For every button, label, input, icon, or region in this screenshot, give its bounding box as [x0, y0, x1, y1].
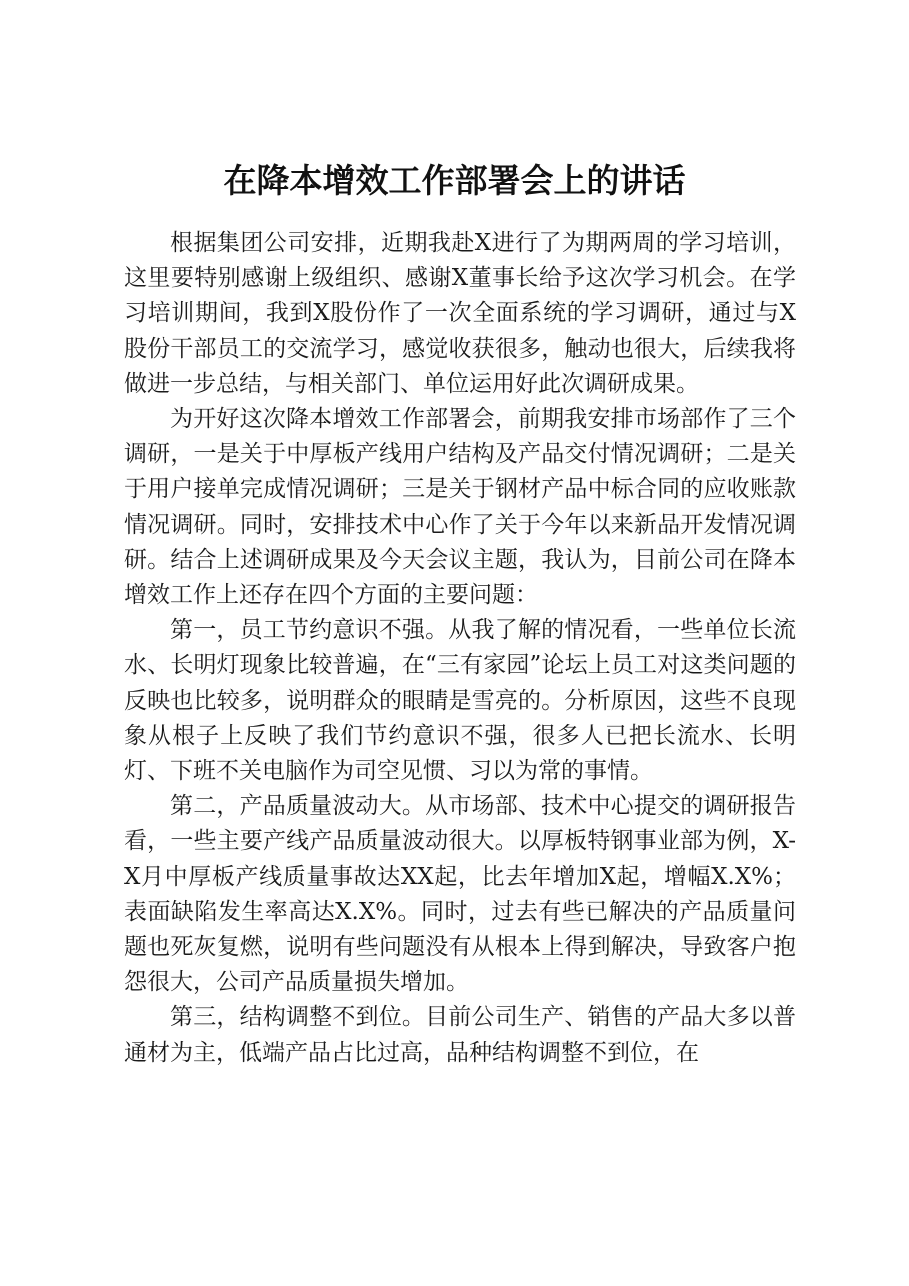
paragraph: 根据集团公司安排，近期我赴X进行了为期两周的学习培训，这里要特别感谢上级组织、感谢X董事长给予这次学习机会。在学习培训期间，我到X股份作了一次全面系统的学习调研，通过与X股份干部员工的交流学习，感觉收获很多，触动也很大，后续我将做进一步总结，与相关部门、单位运用好此次调研成果。	[124, 230, 796, 397]
paragraph: 第二，产品质量波动大。从市场部、技术中心提交的调研报告看，一些主要产线产品质量波动很大。以厚板特钢事业部为例，X-X月中厚板产线质量事故达XX起，比去年增加X起，增幅X.X%；表面缺陷发生率高达X.X%。同时，过去有些已解决的产品质量问题也死灰复燃，说明有些问题没有从根本上得到解决，导致客户抱怨很大，公司产品质量损失增加。	[124, 793, 796, 996]
document-body	[124, 226, 796, 1071]
paragraph: 第一，员工节约意识不强。从我了解的情况看，一些单位长流水、长明灯现象比较普遍，在“三有家园”论坛上员工对这类问题的反映也比较多，说明群众的眼睛是雪亮的。分析原因，这些不良现象从根子上反映了我们节约意识不强，很多人已把长流水、长明灯、下班不关电脑作为司空见惯、习以为常的事情。	[124, 617, 796, 785]
document-title: 在降本增效工作部署会上的讲话	[223, 161, 686, 200]
paragraph: 第三，结构调整不到位。目前公司生产、销售的产品大多以普通材为主，低端产品占比过高，品种结构调整不到位，在	[124, 1004, 796, 1066]
paragraph: 为开好这次降本增效工作部署会，前期我安排市场部作了三个调研，一是关于中厚板产线用户结构及产品交付情况调研；二是关于用户接单完成情况调研；三是关于钢材产品中标合同的应收账款情况调研。同时，安排技术中心作了关于今年以来新品开发情况调研。结合上述调研成果及今天会议主题，我认为，目前公司在降本增效工作上还存在四个方面的主要问题：	[124, 406, 796, 609]
